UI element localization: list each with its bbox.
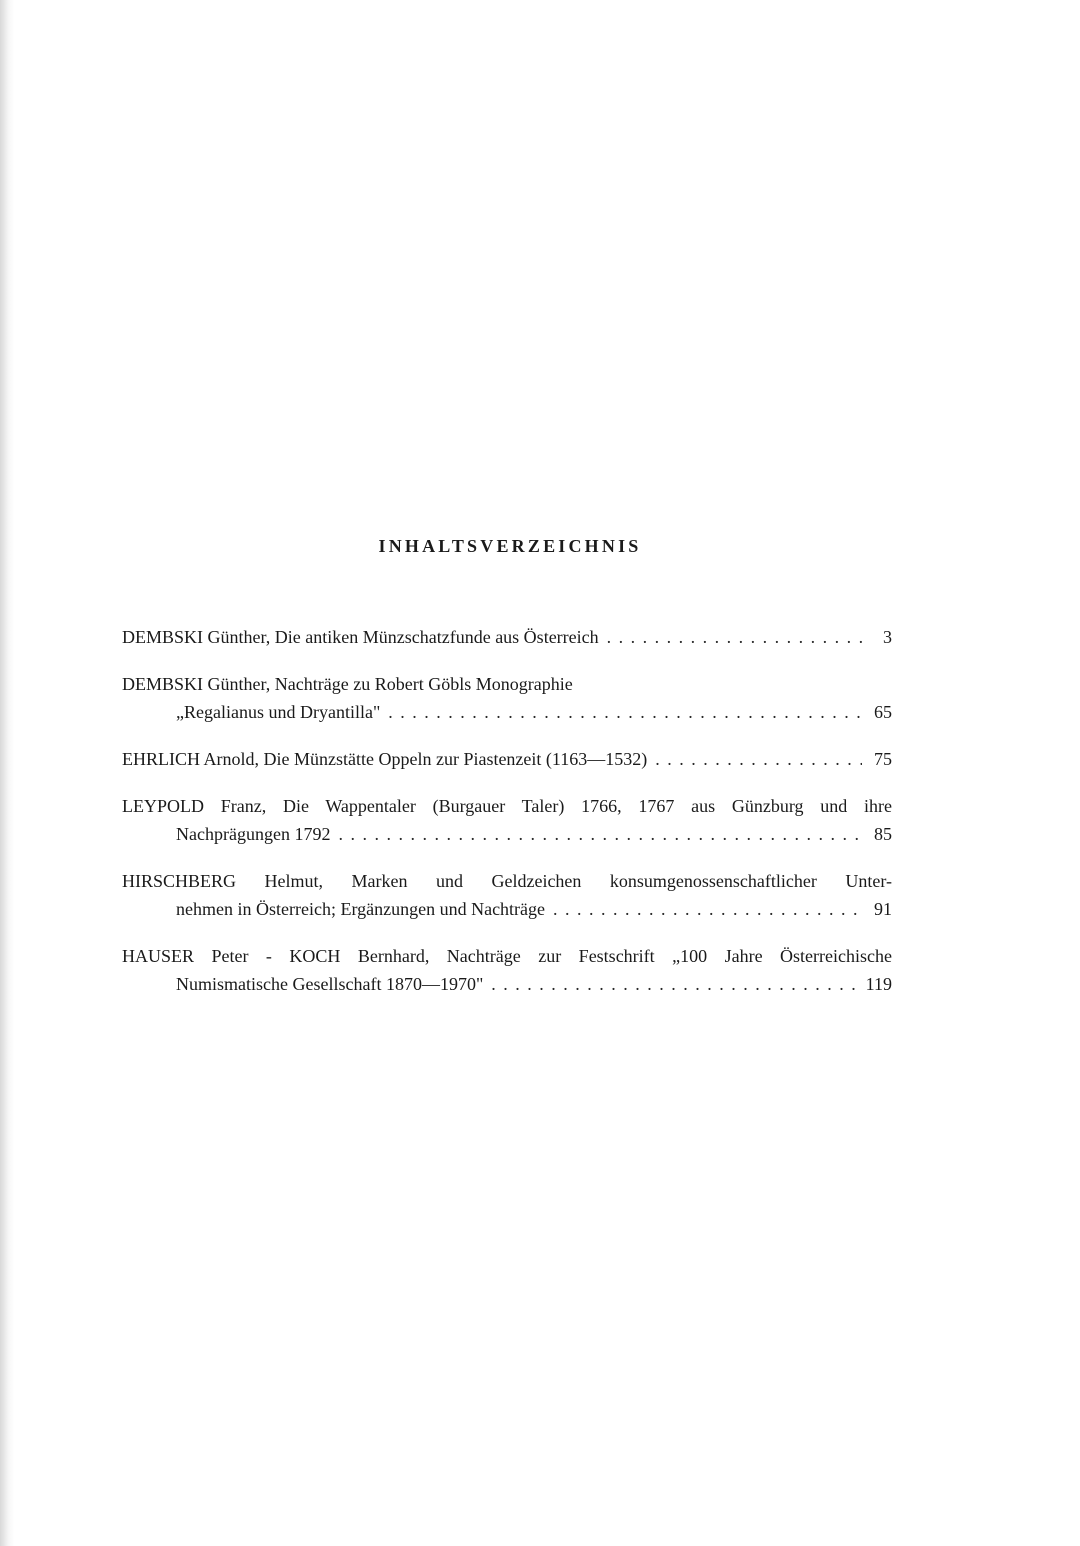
toc-page-number: 91 [874,899,892,919]
dot-leader [599,623,862,651]
toc-entry-line [122,895,892,923]
toc-entry-text: nehmen in Österreich; Ergänzungen und Nachträge [176,899,546,919]
table-of-contents [122,623,892,1017]
toc-entry[interactable] [122,867,892,923]
toc-entry-text: EHRLICH Arnold, Die Münzstätte Oppeln zur Piastenzeit (1163—1532) [122,749,648,769]
dot-leader [380,698,862,726]
dot-leader [330,820,862,848]
dot-leader [483,970,862,998]
toc-entry-text: HAUSER Peter - KOCH Bernhard, Nachträge zur Festschrift „100 Jahre Österreichische [122,946,892,966]
toc-entry[interactable] [122,745,892,773]
toc-entry-text: „Regalianus und Dryantilla" [176,702,381,722]
toc-heading: INHALTSVERZEICHNIS [378,536,642,556]
toc-entry[interactable] [122,792,892,848]
toc-entry-line [122,792,892,820]
toc-page-number: 85 [874,824,892,844]
toc-page-number: 75 [874,749,892,769]
toc-entry[interactable] [122,623,892,651]
toc-entry-line [122,623,892,651]
toc-entry-line [122,820,892,848]
toc-entry-line [122,970,892,998]
dot-leader [545,895,862,923]
toc-entry[interactable] [122,942,892,998]
toc-entry-line [122,745,892,773]
toc-entry-text: LEYPOLD Franz, Die Wappentaler (Burgauer Taler) 1766, 1767 aus Günzburg und ihre [122,796,892,816]
page-edge-shadow [0,0,14,1546]
toc-entry-line [122,942,892,970]
toc-entry-line [122,867,892,895]
toc-entry-text: Nachprägungen 1792 [176,824,331,844]
toc-entry-text: HIRSCHBERG Helmut, Marken und Geldzeichen konsumgenossenschaftlicher Unter- [122,871,892,891]
toc-page-number: 65 [874,702,892,722]
toc-entry-line [122,670,892,698]
toc-entry-text: DEMBSKI Günther, Nachträge zu Robert Göbls Monographie [122,674,573,694]
toc-page-number: 3 [883,627,892,647]
toc-entry-text: DEMBSKI Günther, Die antiken Münzschatzfunde aus Österreich [122,627,599,647]
dot-leader [647,745,862,773]
toc-entry-line [122,698,892,726]
toc-entry[interactable] [122,670,892,726]
toc-entry-text: Numismatische Gesellschaft 1870—1970" [176,974,484,994]
toc-page-number: 119 [865,974,892,994]
